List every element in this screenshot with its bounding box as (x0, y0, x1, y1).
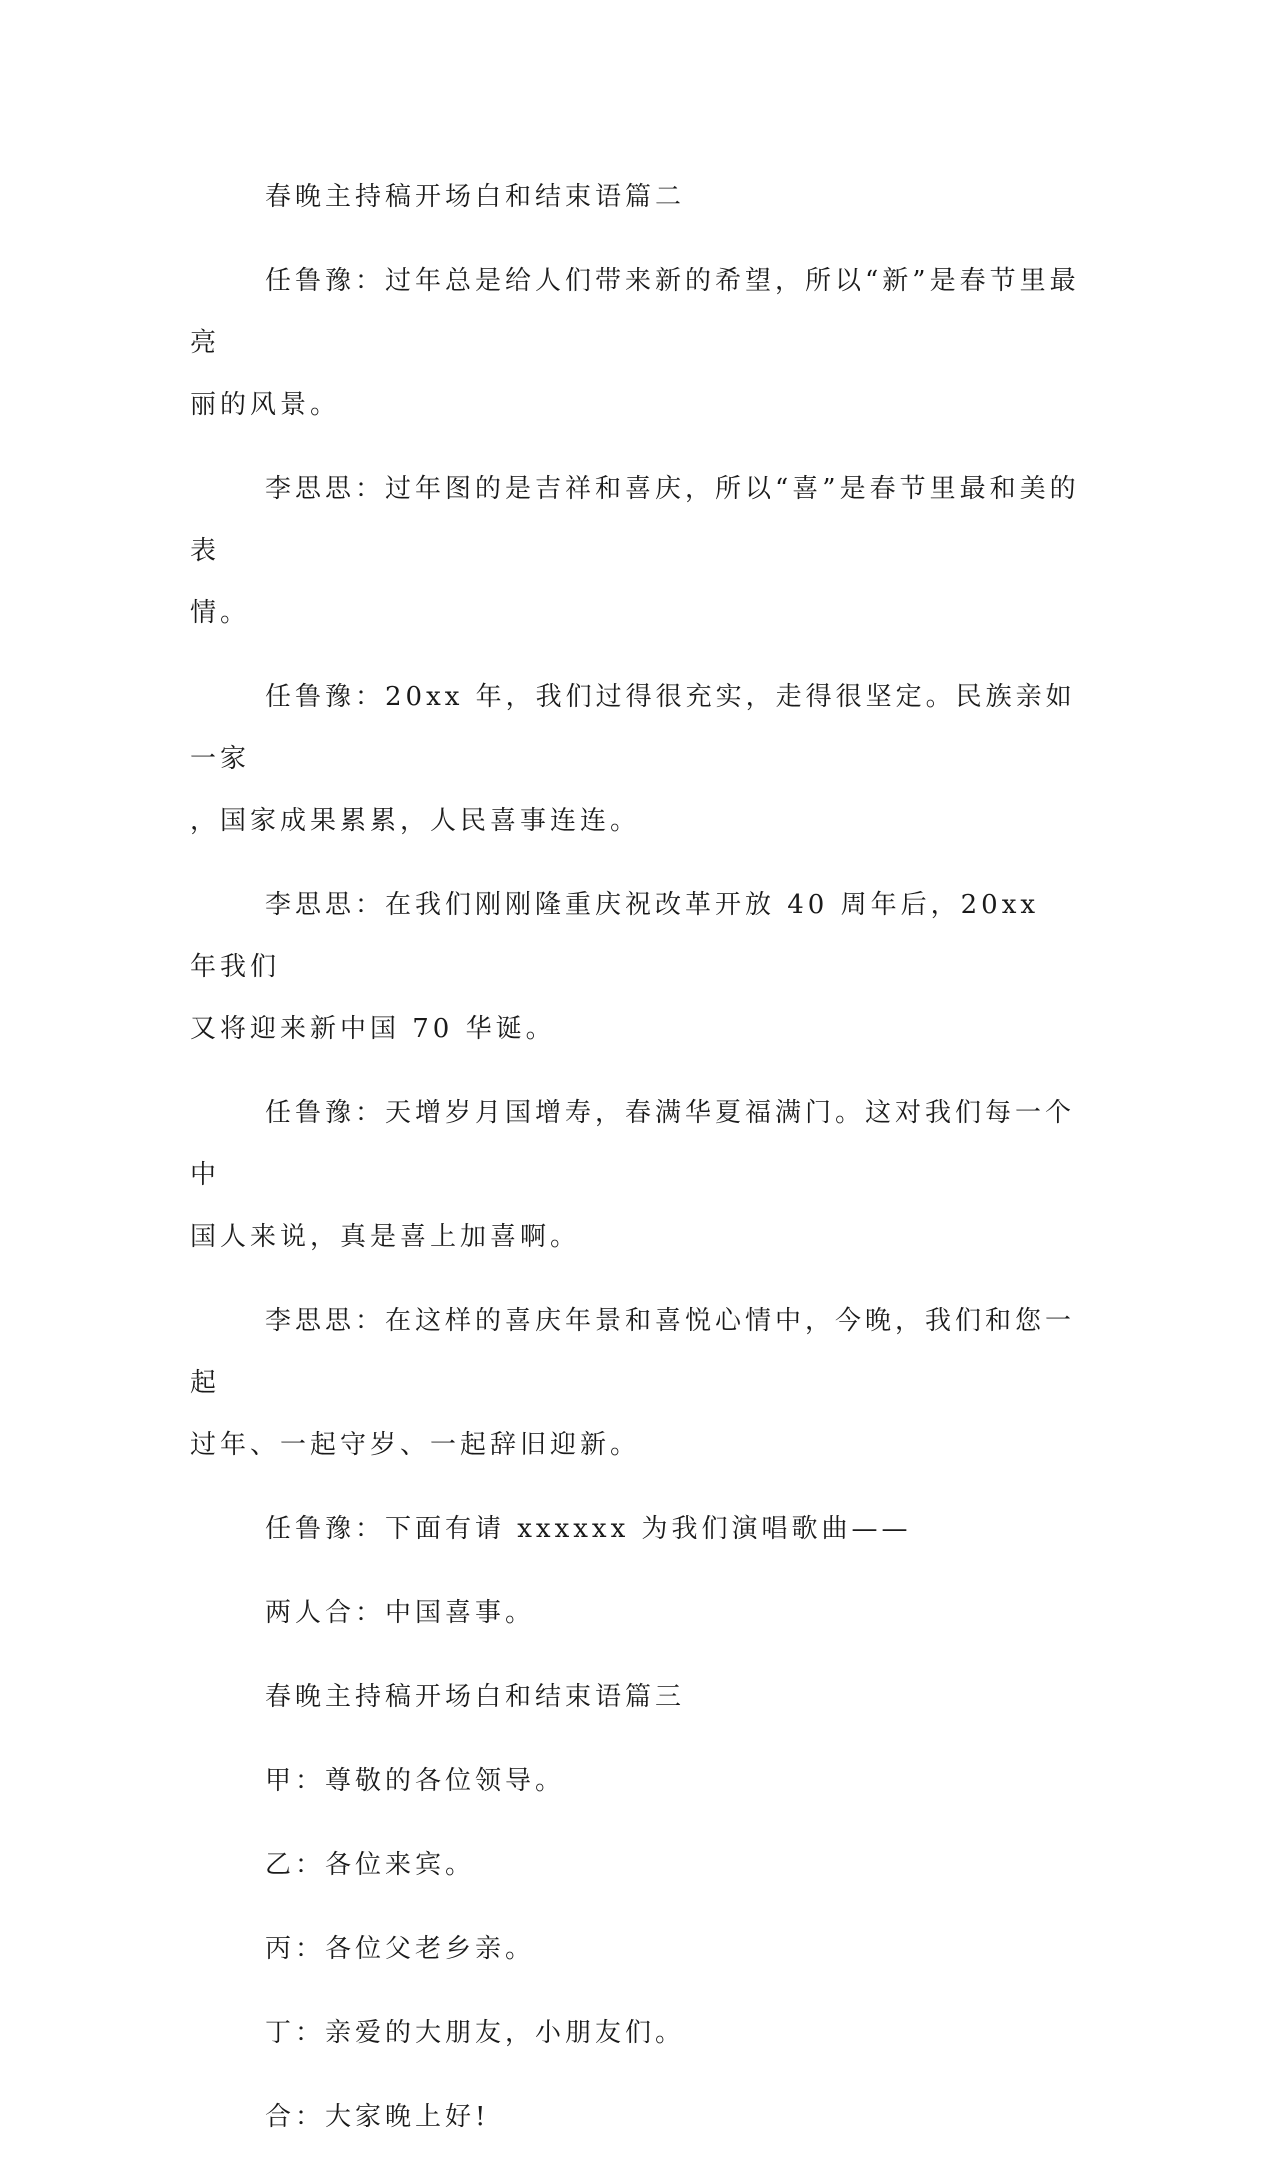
text-line: 甲：尊敬的各位领导。 (265, 1766, 566, 1796)
text-line: 合：大家晚上好! (265, 2102, 490, 2132)
text-line: 两人合：中国喜事。 (265, 1598, 536, 1628)
text-line: 过年、一起守岁、一起辞旧迎新。 (190, 1430, 641, 1460)
text-line: 丙：各位父老乡亲。 (265, 1934, 536, 1964)
dialogue-paragraph (190, 1082, 1080, 1268)
text-line: 情。 (190, 598, 251, 628)
dialogue-paragraph (190, 874, 1080, 1060)
text-line: 国人来说，真是喜上加喜啊。 (190, 1222, 581, 1252)
section-heading-3 (190, 1666, 1080, 1728)
dialogue-paragraph (190, 1750, 1080, 1812)
text-line: 丁：亲爱的大朋友，小朋友们。 (265, 2018, 686, 2048)
text-line: 任鲁豫：20xx 年，我们过得很充实，走得很坚定。民族亲如一家 (190, 682, 1076, 774)
text-line: 李思思：在我们刚刚隆重庆祝改革开放 40 周年后，20xx 年我们 (190, 890, 1040, 982)
dialogue-paragraph (190, 2002, 1080, 2064)
dialogue-paragraph (190, 1290, 1080, 1476)
dialogue-paragraph (190, 1498, 1080, 1560)
text-line: 春晚主持稿开场白和结束语篇二 (265, 182, 686, 212)
dialogue-paragraph (190, 1582, 1080, 1644)
text-line: 任鲁豫：天增岁月国增寿，春满华夏福满门。这对我们每一个中 (190, 1098, 1076, 1190)
dialogue-paragraph (190, 1834, 1080, 1896)
text-line: 任鲁豫：过年总是给人们带来新的希望，所以“新”是春节里最亮 (190, 266, 1080, 358)
text-line: 又将迎来新中国 70 华诞。 (190, 1014, 556, 1044)
dialogue-paragraph (190, 2086, 1080, 2148)
dialogue-paragraph (190, 666, 1080, 852)
text-line: 丽的风景。 (190, 390, 341, 420)
dialogue-paragraph (190, 1918, 1080, 1980)
dialogue-paragraph (190, 250, 1080, 436)
document-body (190, 166, 1080, 2170)
text-line: 乙：各位来宾。 (265, 1850, 476, 1880)
text-line: 李思思：过年图的是吉祥和喜庆，所以“喜”是春节里最和美的表 (190, 474, 1080, 566)
text-line: 任鲁豫：下面有请 xxxxxx 为我们演唱歌曲—— (265, 1514, 912, 1544)
text-line: 李思思：在这样的喜庆年景和喜悦心情中，今晚，我们和您一起 (190, 1306, 1076, 1398)
dialogue-paragraph (190, 458, 1080, 644)
text-line: 春晚主持稿开场白和结束语篇三 (265, 1682, 686, 1712)
section-heading-2 (190, 166, 1080, 228)
text-line: ，国家成果累累，人民喜事连连。 (190, 806, 641, 836)
